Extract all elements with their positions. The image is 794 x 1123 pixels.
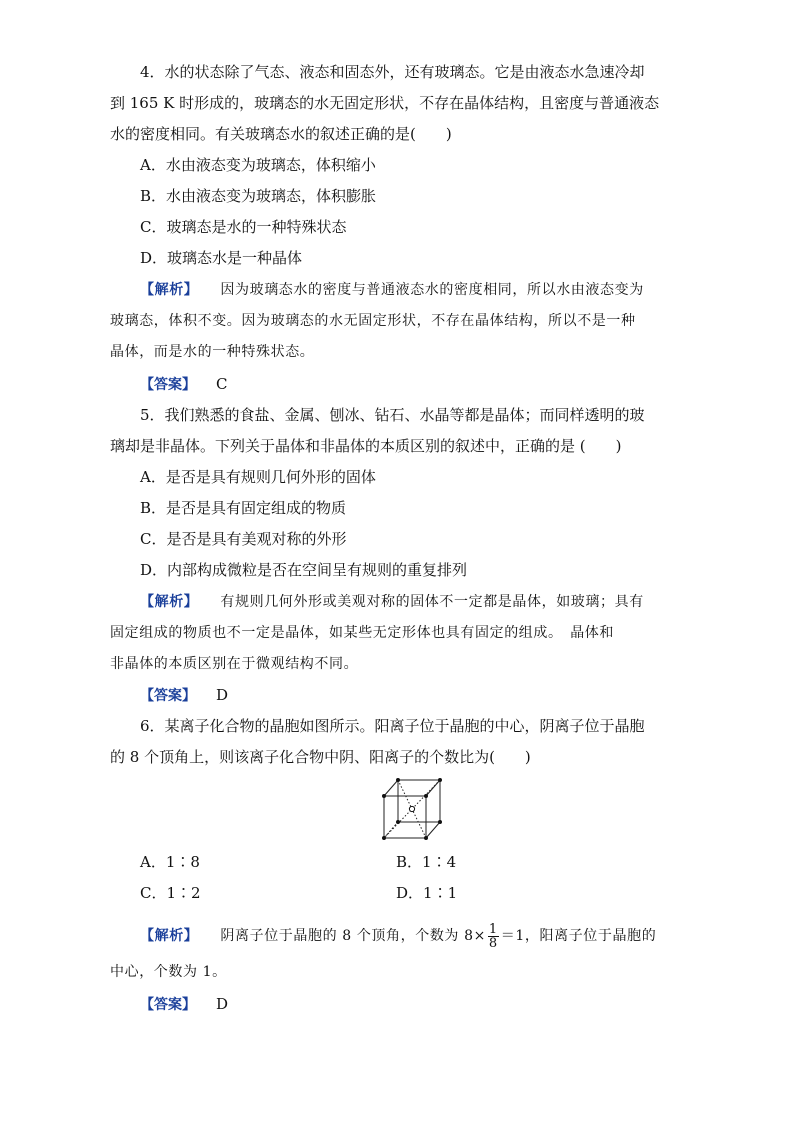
q4-stem-line1: 4．水的状态除了气态、液态和固态外，还有玻璃态。它是由液态水急速冷却 bbox=[140, 63, 645, 81]
answer-tag: 【答案】 bbox=[140, 997, 196, 1013]
anion-dot bbox=[396, 820, 400, 824]
q6-analysis-text2: ＝1，阳离子位于晶胞的 bbox=[500, 928, 657, 944]
q4-analysis-line3: 晶体，而是水的一种特殊状态。 bbox=[110, 344, 315, 360]
anion-dot bbox=[438, 820, 442, 824]
q4-analysis-line2: 玻璃态，体积不变。因为玻璃态的水无固定形状，不存在晶体结构，所以不是一种 bbox=[110, 313, 636, 329]
q4-answer-line bbox=[140, 374, 720, 395]
q6-analysis-text1: 阴离子位于晶胞的 8 个顶角，个数为 8× bbox=[220, 928, 486, 944]
q4-analysis-line1 bbox=[140, 280, 720, 300]
q6-option-b: B．1∶4 bbox=[396, 853, 457, 871]
q5-analysis-line2: 固定组成的物质也不一定是晶体，如某些无定形体也具有固定的组成。 晶体和 bbox=[110, 625, 614, 641]
answer-tag: 【答案】 bbox=[140, 377, 196, 393]
answer-tag: 【答案】 bbox=[140, 688, 196, 704]
anion-dot bbox=[396, 778, 400, 782]
anion-dot bbox=[382, 836, 386, 840]
q6-option-d: D．1∶1 bbox=[396, 884, 458, 902]
cation-dot bbox=[409, 806, 414, 811]
q6-stem-line2: 的 8 个顶角上，则该离子化合物中阴、阳离子的个数比为( ) bbox=[110, 748, 531, 766]
anion-dot bbox=[424, 794, 428, 798]
q4-option-a: A．水由液态变为玻璃态，体积缩小 bbox=[140, 156, 376, 174]
cell-front-face bbox=[384, 796, 426, 838]
q6-answer: D bbox=[216, 995, 229, 1013]
q5-option-b: B．是否是具有固定组成的物质 bbox=[140, 499, 347, 517]
q4-stem-line3: 水的密度相同。有关玻璃态水的叙述正确的是( ) bbox=[110, 125, 452, 143]
q5-option-c: C．是否是具有美观对称的外形 bbox=[140, 530, 347, 548]
anion-dot bbox=[438, 778, 442, 782]
q5-answer: D bbox=[216, 686, 229, 704]
q4-option-b: B．水由液态变为玻璃态，体积膨胀 bbox=[140, 187, 377, 205]
fraction-one-eighth bbox=[488, 923, 499, 950]
fraction-numerator: 1 bbox=[488, 921, 498, 937]
q5-answer-line bbox=[140, 685, 720, 706]
q6-answer-line bbox=[140, 994, 720, 1015]
q5-stem-line2: 璃却是非晶体。下列关于晶体和非晶体的本质区别的叙述中，正确的是 ( ) bbox=[110, 437, 622, 455]
q4-analysis-text1: 因为玻璃态水的密度与普通液态水的密度相同，所以水由液态变为 bbox=[220, 282, 644, 298]
q4-option-c: C．玻璃态是水的一种特殊状态 bbox=[140, 218, 347, 236]
anion-dot bbox=[382, 794, 386, 798]
q5-stem-line1: 5．我们熟悉的食盐、金属、刨冰、钻石、水晶等都是晶体；而同样透明的玻 bbox=[140, 406, 645, 424]
q5-option-d: D．内部构成微粒是否在空间呈有规则的重复排列 bbox=[140, 561, 468, 579]
analysis-tag: 【解析】 bbox=[140, 928, 199, 944]
q5-analysis-line1 bbox=[140, 592, 720, 612]
crystal-cell-diagram bbox=[380, 778, 444, 842]
q6-analysis-line2: 中心，个数为 1。 bbox=[110, 964, 227, 980]
q5-analysis-line3: 非晶体的本质区别在于微观结构不同。 bbox=[110, 656, 359, 672]
q6-analysis-line1 bbox=[140, 922, 720, 950]
fraction-denominator: 8 bbox=[488, 935, 498, 951]
q4-answer: C bbox=[216, 375, 228, 393]
q4-option-d: D．玻璃态水是一种晶体 bbox=[140, 249, 303, 267]
q5-analysis-text1: 有规则几何外形或美观对称的固体不一定都是晶体，如玻璃；具有 bbox=[220, 594, 644, 610]
q4-stem-line2: 到 165 K 时形成的，玻璃态的水无固定形状，不存在晶体结构，且密度与普通液态 bbox=[110, 94, 660, 112]
anion-dot bbox=[424, 836, 428, 840]
q6-option-a: A．1∶8 bbox=[140, 853, 200, 871]
q5-option-a: A．是否是具有规则几何外形的固体 bbox=[140, 468, 376, 486]
cell-back-face bbox=[398, 780, 440, 822]
analysis-tag: 【解析】 bbox=[140, 282, 199, 298]
q6-option-c: C．1∶2 bbox=[140, 884, 201, 902]
analysis-tag: 【解析】 bbox=[140, 594, 199, 610]
q6-stem-line1: 6．某离子化合物的晶胞如图所示。阳离子位于晶胞的中心，阴离子位于晶胞 bbox=[140, 717, 645, 735]
